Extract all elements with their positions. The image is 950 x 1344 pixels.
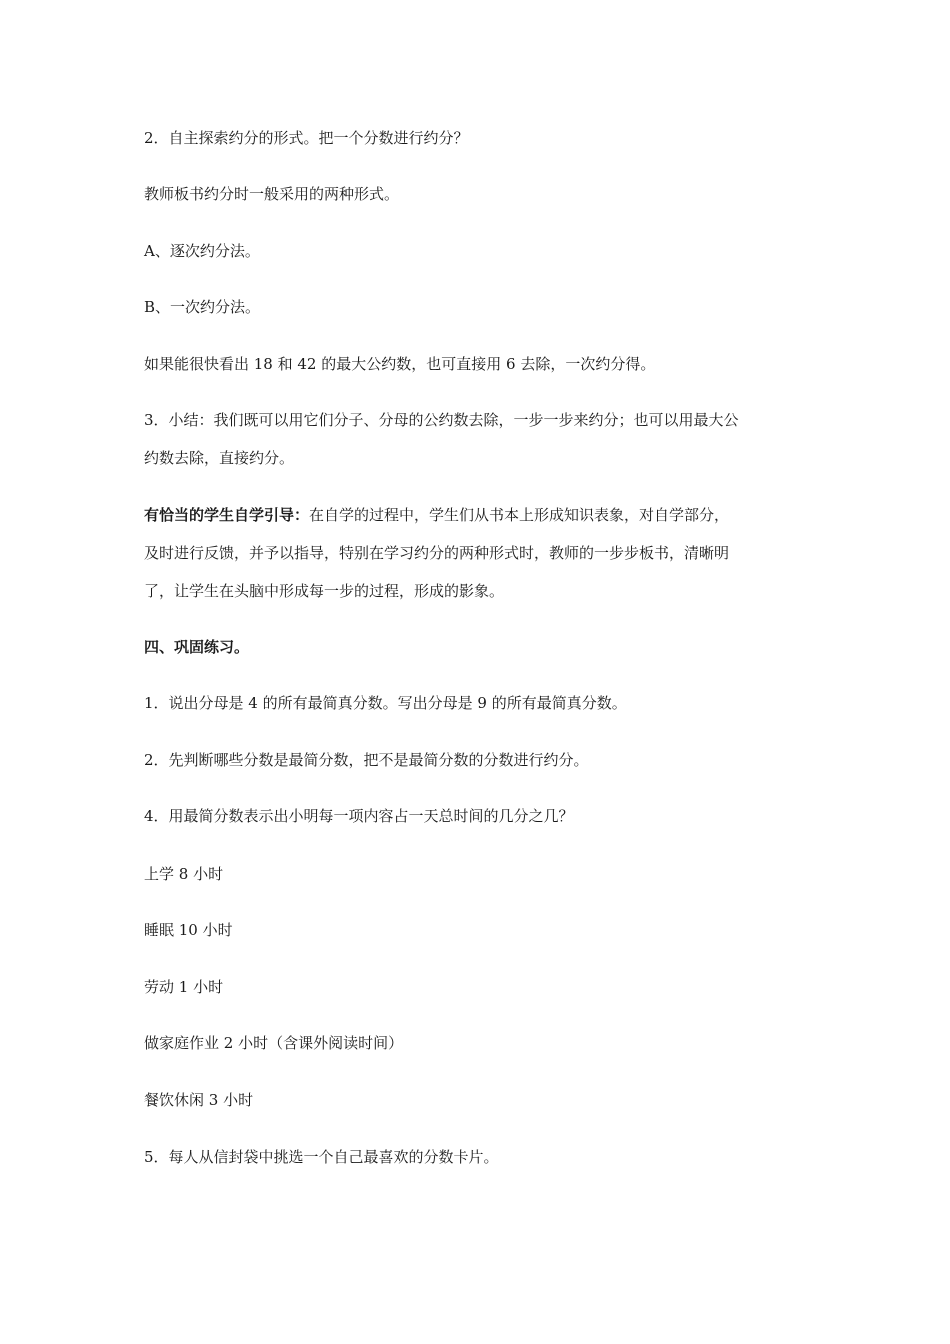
- exercise-item-5: 5．每人从信封袋中挑选一个自己最喜欢的分数卡片。: [144, 1148, 499, 1166]
- guidance-line-2: 及时进行反馈，并予以指导，特别在学习约分的两种形式时，教师的一步步板书，清晰明: [144, 544, 730, 562]
- paragraph-board-forms: 教师板书约分时一般采用的两种形式。: [144, 185, 400, 203]
- exercise-item-4: 4．用最简分数表示出小明每一项内容占一天总时间的几分之几？: [144, 807, 574, 825]
- paragraph-guidance: [144, 508, 812, 622]
- paragraph-method-a: A、逐次约分法。: [144, 242, 260, 260]
- paragraph-gcd-note: 如果能很快看出 18 和 42 的最大公约数，也可直接用 6 去除，一次约分得。: [144, 355, 656, 373]
- schedule-item-homework: 做家庭作业 2 小时（含课外阅读时间）: [144, 1034, 404, 1052]
- schedule-item-sleep: 睡眠 10 小时: [144, 921, 233, 939]
- summary-line-2: 约数去除，直接约分。: [144, 449, 295, 467]
- guidance-text-1: 在自学的过程中，学生们从书本上形成知识表象，对自学部分，: [309, 506, 730, 524]
- schedule-item-school: 上学 8 小时: [144, 865, 224, 883]
- guidance-line-1: [144, 508, 812, 546]
- paragraph-method-b: B、一次约分法。: [144, 298, 261, 316]
- exercise-item-2: 2．先判断哪些分数是最简分数，把不是最简分数的分数进行约分。: [144, 751, 589, 769]
- guidance-label: 有恰当的学生自学引导：: [144, 506, 310, 524]
- exercise-item-1: 1．说出分母是 4 的所有最简真分数。写出分母是 9 的所有最简真分数。: [144, 694, 627, 712]
- schedule-item-leisure: 餐饮休闲 3 小时: [144, 1091, 254, 1109]
- schedule-item-labor: 劳动 1 小时: [144, 978, 224, 996]
- summary-line-1: 3．小结：我们既可以用它们分子、分母的公约数去除，一步一步来约分；也可以用最大公: [144, 411, 739, 429]
- paragraph-summary: [144, 413, 812, 489]
- section-heading: 四、巩固练习。: [144, 638, 250, 656]
- guidance-line-3: 了，让学生在头脑中形成每一步的过程，形成的影象。: [144, 582, 505, 600]
- paragraph-self-explore: 2．自主探索约分的形式。把一个分数进行约分？: [144, 129, 469, 147]
